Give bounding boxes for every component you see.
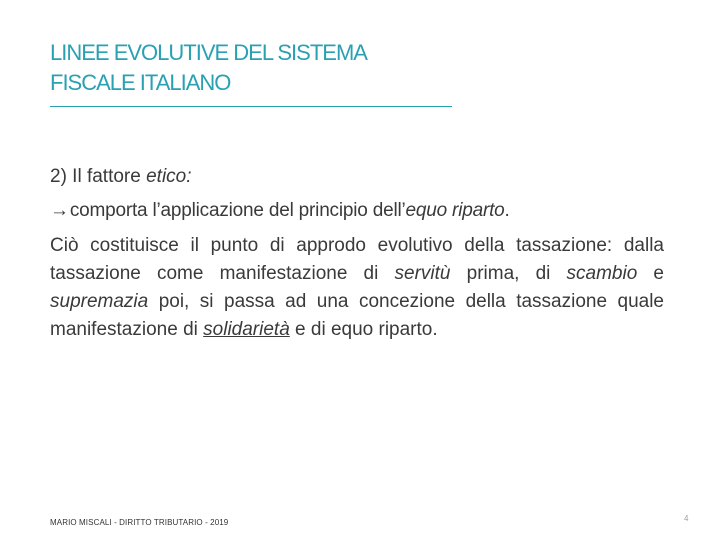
- paragraph-3-emphasis-solidarieta: solidarietà: [203, 319, 290, 340]
- paragraph-3-emphasis-servitu: servitù: [394, 263, 451, 284]
- paragraph-2-emphasis: equo riparto: [405, 200, 505, 221]
- slide-title-line-2: FISCALE ITALIANO: [50, 70, 231, 95]
- paragraph-approdo-evolutivo: [50, 232, 664, 344]
- slide-title: [50, 38, 470, 98]
- title-underline: [50, 106, 452, 107]
- paragraph-equo-riparto: [50, 196, 664, 226]
- paragraph-3-text-2: prima, di: [450, 263, 567, 284]
- slide-body: [50, 162, 664, 344]
- paragraph-3-text-4: poi, si passa ad una concezione della tassazione quale manifestazione di: [50, 291, 664, 340]
- paragraph-2-suffix: .: [504, 200, 510, 221]
- paragraph-1-emphasis: etico:: [146, 166, 192, 187]
- paragraph-3-emphasis-supremazia: supremazia: [50, 291, 149, 312]
- paragraph-3-emphasis-scambio: scambio: [566, 263, 638, 284]
- paragraph-1-text: 2) Il fattore: [50, 166, 147, 187]
- paragraph-fattore-etico: [50, 162, 664, 192]
- page-number: 4: [684, 514, 689, 523]
- paragraph-2-text: comporta l’applicazione del principio dell’: [69, 200, 406, 221]
- paragraph-3-text-3: e: [637, 263, 664, 284]
- paragraph-3-text-1: Ciò costituisce il punto di approdo evolutivo della tassazione: dalla tassazione come manifestazione di: [50, 235, 664, 284]
- slide-title-line-1: LINEE EVOLUTIVE DEL SISTEMA: [50, 40, 367, 65]
- right-arrow-icon: →: [50, 200, 69, 221]
- slide-footer: MARIO MISCALI - DIRITTO TRIBUTARIO - 2019: [50, 518, 229, 527]
- paragraph-3-text-5: e di equo riparto.: [289, 319, 438, 340]
